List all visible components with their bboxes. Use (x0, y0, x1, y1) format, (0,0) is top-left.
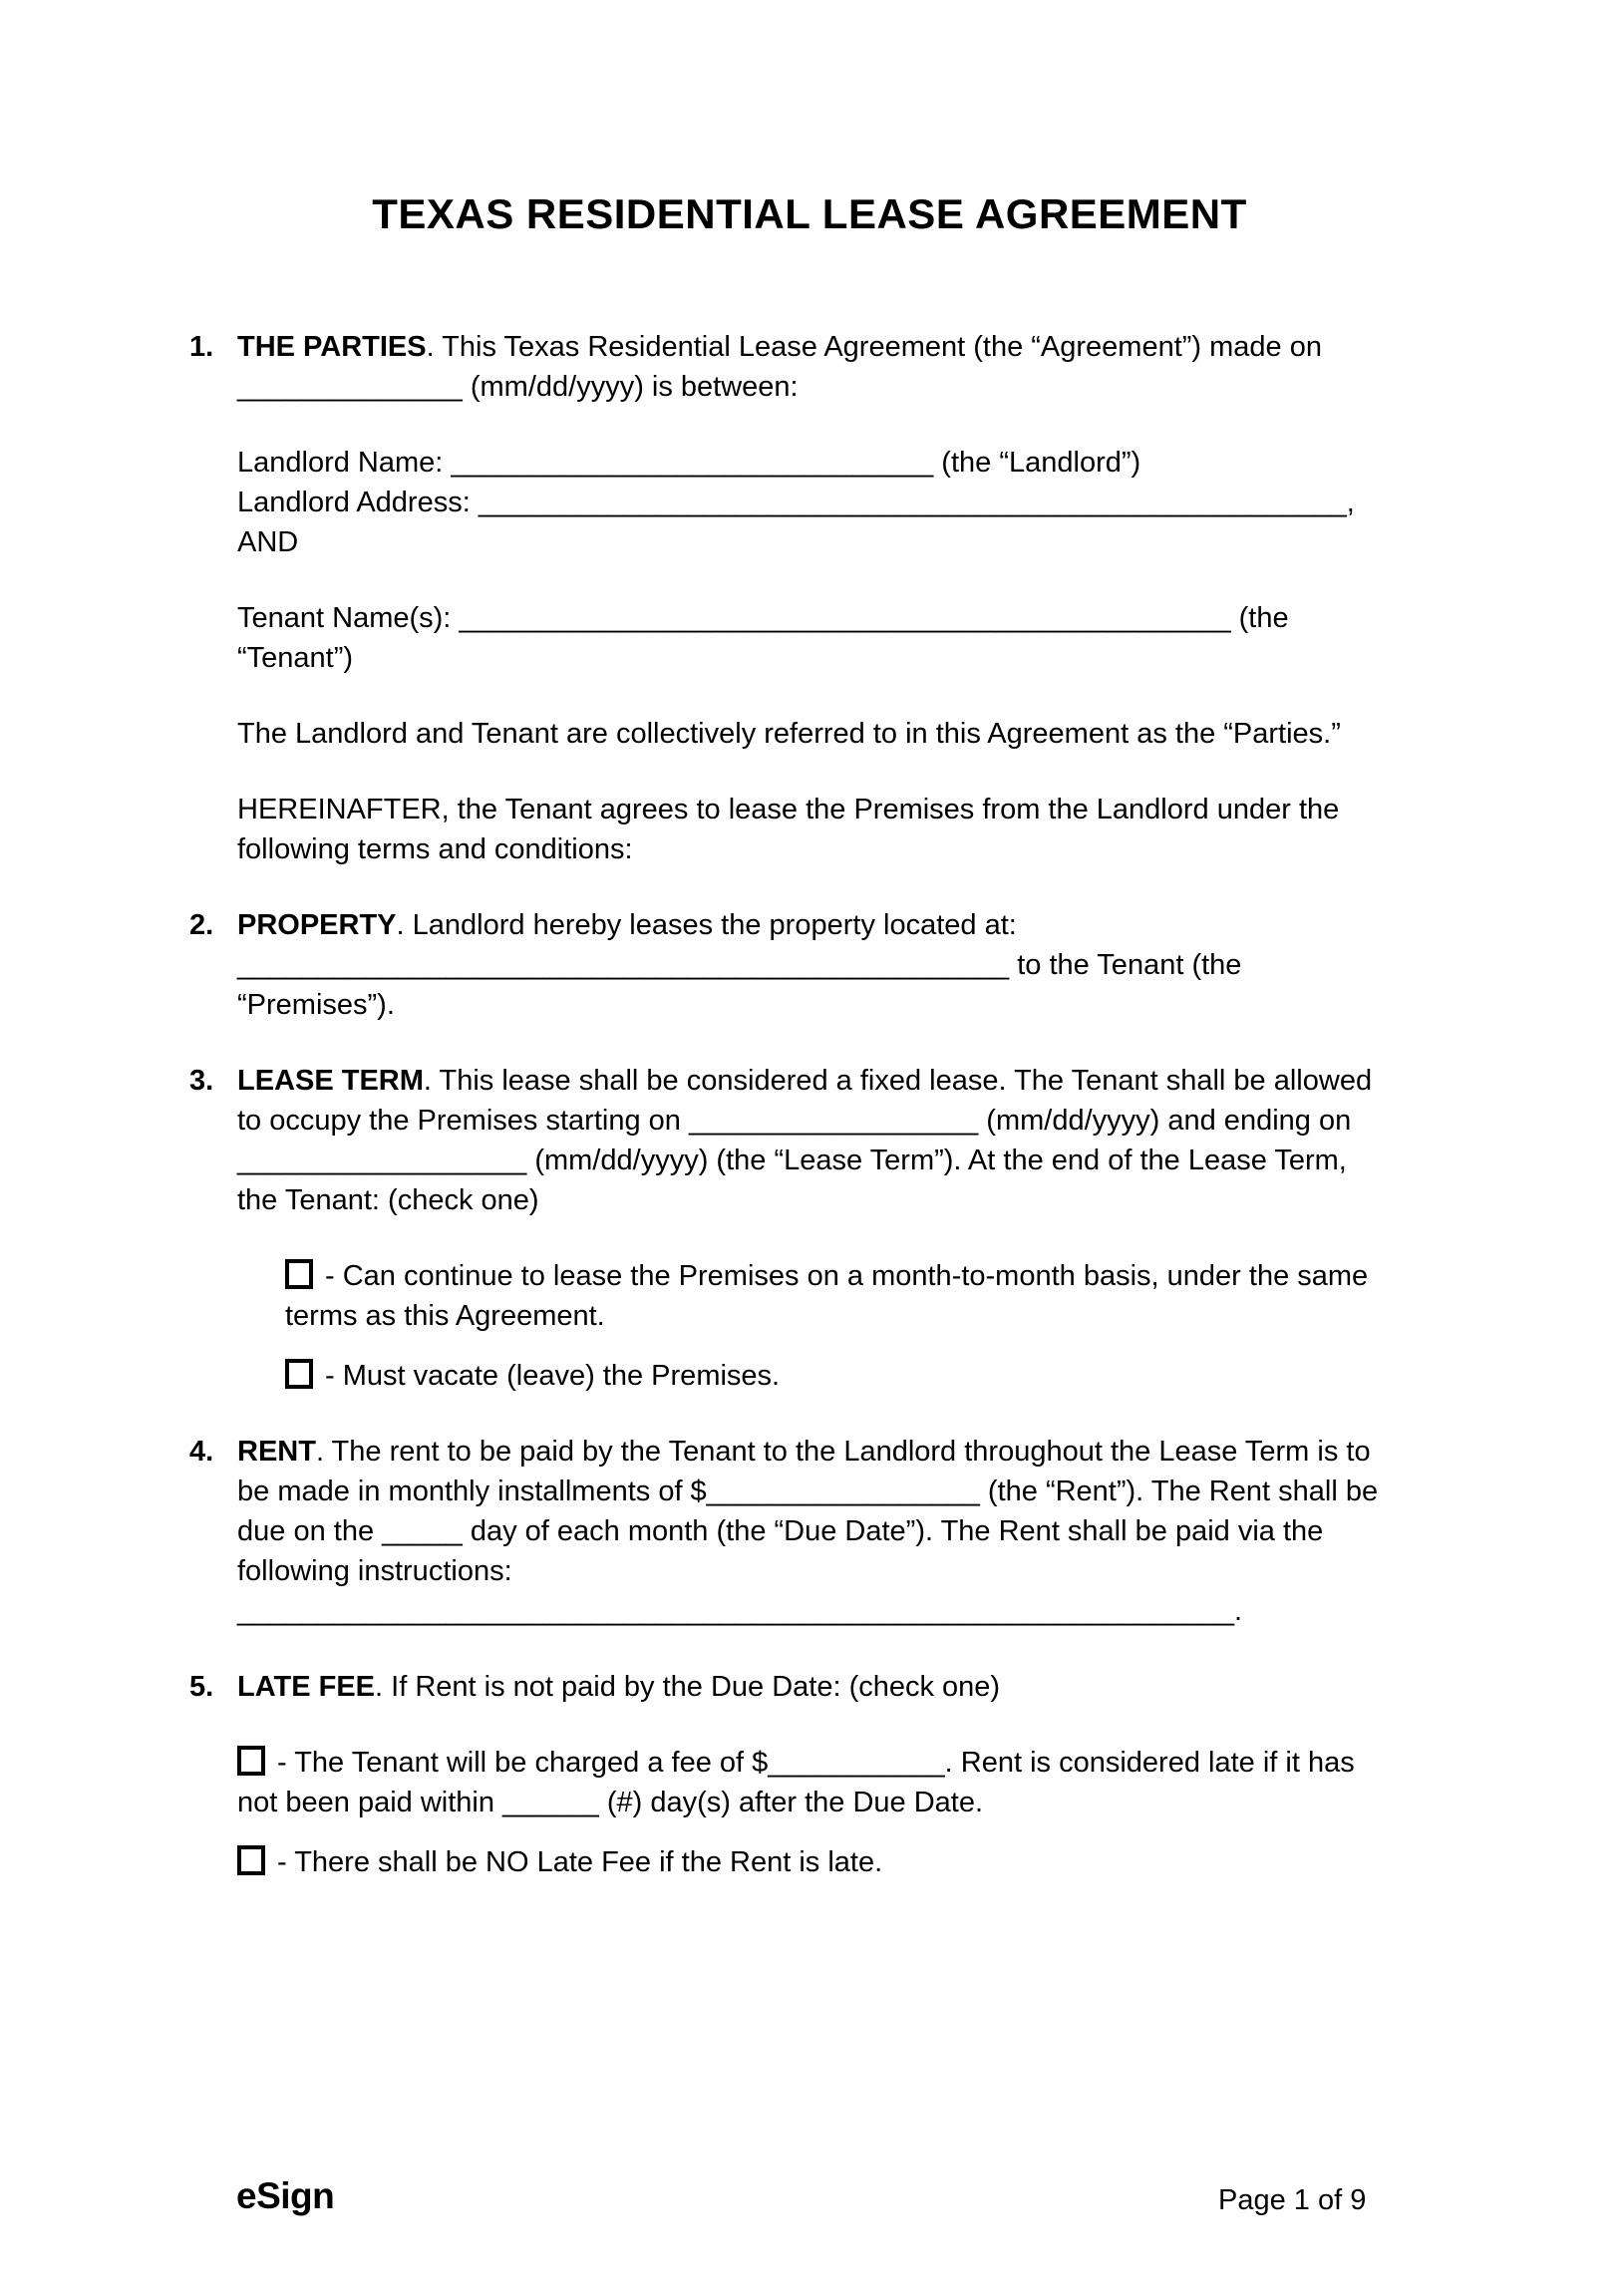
late-fee-paragraph (237, 1667, 1391, 1707)
section-rent (189, 1432, 1391, 1667)
esign-logo: eSign (236, 2175, 335, 2216)
late-fee-charged-checkbox[interactable] (237, 1746, 265, 1776)
section-number: 5. (189, 1671, 214, 1703)
late-fee-text: . If Rent is not paid by the Due Date: (check one) (375, 1671, 1001, 1703)
collective-reference-line: The Landlord and Tenant are collectively referred to in this Agreement as the “Parties.” (237, 718, 1341, 750)
document-page (0, 190, 1619, 2296)
late-fee-option-none (237, 1842, 1391, 1882)
section-the-parties (189, 327, 1391, 905)
landlord-address-line: Landlord Address: ______________________________________________________, AND (237, 487, 1355, 558)
month-to-month-checkbox[interactable] (285, 1259, 313, 1289)
page-title: TEXAS RESIDENTIAL LEASE AGREEMENT (372, 190, 1247, 237)
section-number: 1. (189, 331, 214, 363)
section-heading: THE PARTIES (237, 331, 427, 363)
document-body (0, 327, 1619, 1918)
section-number: 4. (189, 1436, 214, 1468)
no-late-fee-checkbox[interactable] (237, 1845, 265, 1875)
section-heading: LEASE TERM (237, 1065, 424, 1097)
page-number: Page 1 of 9 (1218, 2184, 1367, 2216)
section-heading: RENT (237, 1436, 316, 1468)
lease-term-option-vacate (285, 1356, 1391, 1396)
property-text: . Landlord hereby leases the property located at: ________________________________________________ to the Tenant (the “Premises”). (237, 909, 1242, 1021)
lease-term-text: . This lease shall be considered a fixed lease. The Tenant shall be allowed to occupy the Premises starting on __________________ (mm/dd/yyyy) and ending on __________________ (mm/dd/yyyy) (the “Lease Term”). At the end of the Lease Term, the Tenant: (check one) (237, 1065, 1373, 1216)
parties-intro-paragraph (237, 327, 1391, 407)
rent-text: . The rent to be paid by the Tenant to the Landlord throughout the Lease Term is to be made in monthly installments of $_________________ (the “Rent”). The Rent shall be due on the _____ day of each month (the “Due Date”). The Rent shall be paid via the following instructions: ______________________________________________________________. (237, 1436, 1379, 1627)
option-label: - Can continue to lease the Premises on a month-to-month basis, under the same terms as this Agreement. (285, 1260, 1369, 1332)
option-label: - The Tenant will be charged a fee of $___________. Rent is considered late if it has not been paid within ______ (#) day(s) after the Due Date. (237, 1747, 1355, 1818)
parties-intro-text: . This Texas Residential Lease Agreement (the “Agreement”) made on ______________ (mm/dd/yyyy) is between: (237, 331, 1322, 403)
must-vacate-checkbox[interactable] (285, 1359, 313, 1389)
lease-term-paragraph (237, 1061, 1391, 1220)
property-paragraph (237, 905, 1391, 1025)
late-fee-option-charged (237, 1743, 1391, 1822)
section-lease-term (189, 1061, 1391, 1432)
rent-paragraph (237, 1432, 1391, 1631)
section-heading: PROPERTY (237, 909, 397, 941)
option-label: - Must vacate (leave) the Premises. (325, 1360, 781, 1392)
section-property (189, 905, 1391, 1061)
tenant-name-line: Tenant Name(s): ________________________________________________ (the “Tenant”) (237, 602, 1289, 674)
hereinafter-line: HEREINAFTER, the Tenant agrees to lease the Premises from the Landlord under the following terms and conditions: (237, 794, 1340, 865)
section-late-fee (189, 1667, 1391, 1918)
section-number: 2. (189, 909, 214, 941)
landlord-name-line: Landlord Name: ______________________________ (the “Landlord”) (237, 447, 1141, 479)
section-number: 3. (189, 1065, 214, 1097)
option-label: - There shall be NO Late Fee if the Rent is late. (277, 1846, 883, 1878)
lease-term-option-month-to-month (285, 1256, 1391, 1336)
section-heading: LATE FEE (237, 1671, 376, 1703)
